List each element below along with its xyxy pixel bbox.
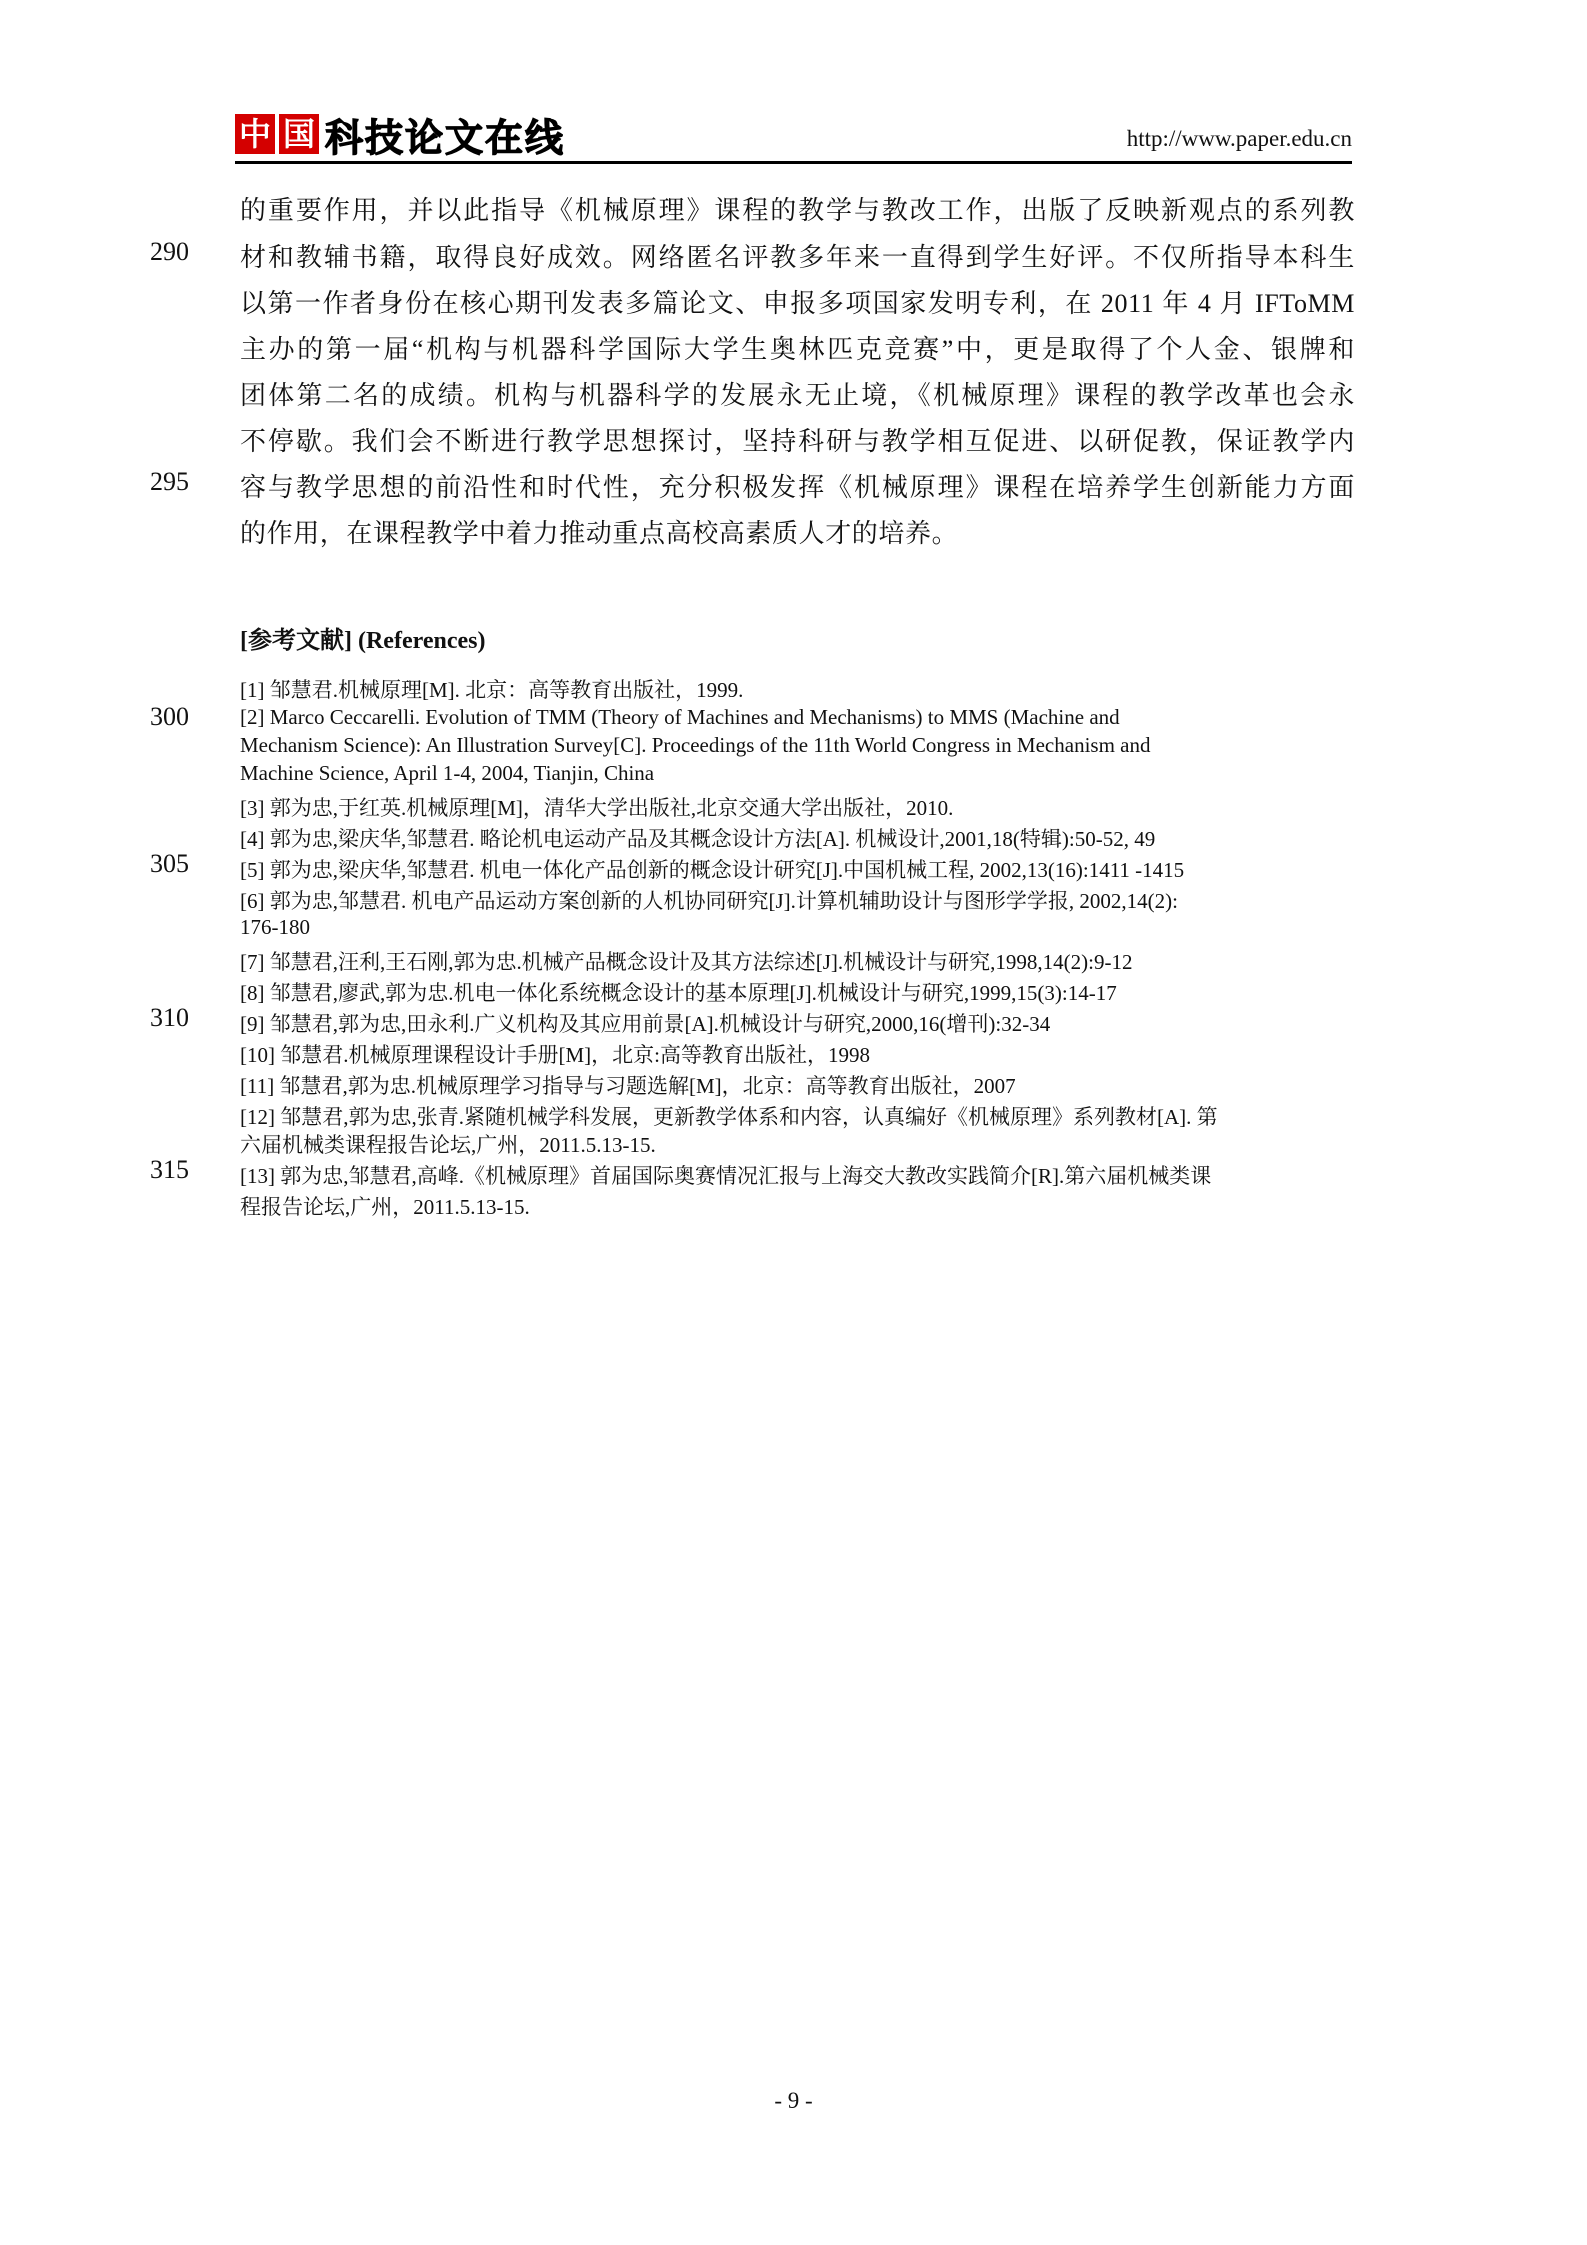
reference-line: [11] 邹慧君,郭为忠.机械原理学习指导与习题选解[M]，北京：高等教育出版社，2007 [240, 1074, 1016, 1098]
reference-line: 176-180 [240, 915, 310, 939]
reference-line: [6] 郭为忠,邹慧君. 机电产品运动方案创新的人机协同研究[J].计算机辅助设计与图形学学报, 2002,14(2): [240, 889, 1178, 913]
line-number: 305 [150, 849, 189, 878]
body-line: 的作用，在课程教学中着力推动重点高校高素质人才的培养。 [240, 519, 959, 548]
reference-line: [7] 邹慧君,汪利,王石刚,郭为忠.机械产品概念设计及其方法综述[J].机械设计与研究,1998,14(2):9-12 [240, 950, 1133, 974]
reference-line: [2] Marco Ceccarelli. Evolution of TMM (Theory of Machines and Mechanisms) to MMS (Machine and [240, 705, 1120, 729]
logo-char-zhong: 中 [235, 114, 275, 154]
reference-line: [8] 邹慧君,廖武,郭为忠.机电一体化系统概念设计的基本原理[J].机械设计与研究,1999,15(3):14-17 [240, 981, 1117, 1005]
reference-line: [5] 郭为忠,梁庆华,邹慧君. 机电一体化产品创新的概念设计研究[J].中国机械工程, 2002,13(16):1411 -1415 [240, 858, 1185, 882]
reference-line: [4] 郭为忠,梁庆华,邹慧君. 略论机电运动产品及其概念设计方法[A]. 机械设计,2001,18(特辑):50-52, 49 [240, 827, 1156, 851]
header-rule [235, 161, 1352, 164]
reference-line: [1] 邹慧君.机械原理[M]. 北京：高等教育出版社，1999. [240, 678, 744, 702]
line-number: 295 [150, 467, 189, 496]
line-number: 310 [150, 1003, 189, 1032]
reference-line: 程报告论坛,广州，2011.5.13-15. [240, 1195, 530, 1219]
line-number: 300 [150, 702, 189, 731]
body-line: 不停歇。我们会不断进行教学思想探讨，坚持科研与教学相互促进、以研促教，保证教学内 [240, 427, 1355, 456]
body-line: 团体第二名的成绩。机构与机器科学的发展永无止境，《机械原理》课程的教学改革也会永 [240, 381, 1355, 410]
reference-line: [9] 邹慧君,郭为忠,田永利.广义机构及其应用前景[A].机械设计与研究,2000,16(增刊):32-34 [240, 1012, 1051, 1036]
reference-line: Machine Science, April 1-4, 2004, Tianjin, China [240, 761, 655, 785]
page-number: - 9 - [774, 2088, 813, 2113]
page-header [235, 108, 1352, 164]
reference-line: 六届机械类课程报告论坛,广州，2011.5.13-15. [240, 1133, 656, 1157]
body-line: 以第一作者身份在核心期刊发表多篇论文、申报多项国家发明专利，在 2011 年 4 月 IFToMM [240, 289, 1355, 318]
reference-line: Mechanism Science): An Illustration Survey[C]. Proceedings of the 11th World Congress in Mechanism and [240, 733, 1151, 757]
reference-line: [3] 郭为忠,于红英.机械原理[M]，清华大学出版社,北京交通大学出版社，2010. [240, 796, 954, 820]
logo-red-blocks [235, 114, 323, 154]
logo-text: 科技论文在线 [325, 115, 566, 160]
body-line: 材和教辅书籍，取得良好成效。网络匿名评教多年来一直得到学生好评。不仅所指导本科生 [240, 243, 1355, 272]
references-heading: [参考文献] (References) [240, 628, 486, 654]
body-line: 容与教学思想的前沿性和时代性，充分积极发挥《机械原理》课程在培养学生创新能力方面 [240, 473, 1355, 502]
line-number: 315 [150, 1155, 189, 1184]
body-line: 主办的第一届“机构与机器科学国际大学生奥林匹克竞赛”中，更是取得了个人金、银牌和 [240, 335, 1355, 364]
reference-line: [10] 邹慧君.机械原理课程设计手册[M]，北京:高等教育出版社，1998 [240, 1043, 870, 1067]
body-line: 的重要作用，并以此指导《机械原理》课程的教学与教改工作，出版了反映新观点的系列教 [240, 196, 1355, 225]
reference-line: [13] 郭为忠,邹慧君,高峰.《机械原理》首届国际奥赛情况汇报与上海交大教改实践简介[R].第六届机械类课 [240, 1164, 1212, 1188]
site-logo [235, 112, 566, 160]
reference-line: [12] 邹慧君,郭为忠,张青.紧随机械学科发展，更新教学体系和内容，认真编好《机械原理》系列教材[A]. 第 [240, 1105, 1218, 1129]
line-number: 290 [150, 237, 189, 266]
logo-char-guo: 国 [279, 114, 319, 154]
header-url: http://www.paper.edu.cn [1126, 126, 1352, 151]
